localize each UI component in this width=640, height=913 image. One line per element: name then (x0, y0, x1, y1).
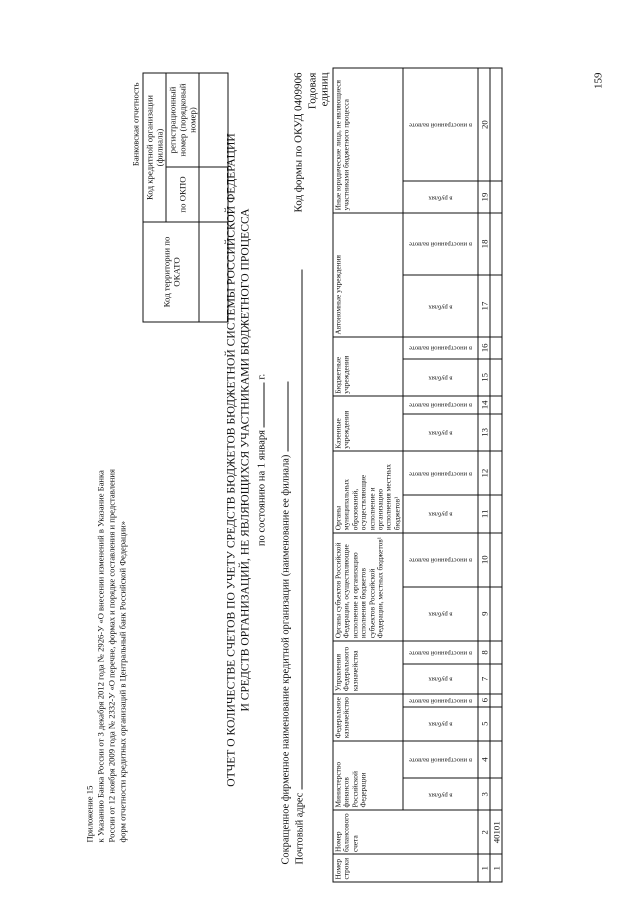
header-other-entities: Иные юридические лица, не являющиеся участниками бюджетного процесса (333, 68, 403, 213)
table-cell (490, 533, 502, 587)
date-prefix: по состоянию на 1 января (256, 429, 268, 547)
territory-code-label: Код территории по ОКАТО (143, 222, 199, 322)
postal-address-blank (291, 270, 303, 790)
sub-rubles: в рублях (403, 181, 478, 213)
okpo-label: по ОКПО (166, 167, 199, 222)
header-state-institutions: Казенные учреждения (333, 396, 403, 451)
sub-rubles: в рублях (403, 664, 478, 694)
header-ministry: Министерство финансов Российской Федерации (333, 741, 403, 810)
sub-rubles: в рублях (403, 275, 478, 337)
header-subjects-bodies: Органы субъектов Российской Федерации, осуществляющие исполнение и организацию исполнения бюджетов субъектов Российской Федерации, местных бюджетов¹ (333, 533, 403, 641)
appendix-line: форм отчетности кредитных организаций в Центральный банк Российской Федерации» (117, 520, 128, 843)
table-cell (490, 181, 502, 213)
table-cell (490, 414, 502, 452)
column-number: 20 (478, 68, 490, 181)
table-cell (490, 495, 502, 533)
sub-rubles: в рублях (403, 495, 478, 533)
header-budget-institutions: Бюджетные учреждения (333, 337, 403, 396)
table-cell (490, 396, 502, 413)
sub-foreign: в иностранной валюте (403, 641, 478, 664)
sub-rubles: в рублях (403, 359, 478, 397)
document-page (0, 8, 633, 913)
header-federal-treasury: Федеральное казначейство (333, 694, 403, 741)
sub-rubles: в рублях (403, 778, 478, 810)
table-cell (490, 213, 502, 275)
sub-foreign: в иностранной валюте (403, 337, 478, 358)
postal-address-label: Почтовый адрес (294, 792, 306, 865)
date-day-blank (253, 382, 265, 427)
reg-number-label: регистрационный номер (порядковый номер) (166, 73, 199, 167)
column-number: 19 (478, 181, 490, 213)
column-number: 9 (478, 587, 490, 641)
sub-foreign: в иностранной валюте (403, 213, 478, 275)
column-number: 5 (478, 707, 490, 741)
appendix-line: к Указанию Банка России от 3 декабря 2012 года № 2926-У «О внесении изменений в Указание Банка (95, 470, 106, 843)
appendix-note (85, 469, 129, 842)
header-treasury-offices: Управления Федерального казначейства (333, 641, 403, 694)
code-table (143, 73, 229, 323)
column-number: 4 (478, 741, 490, 779)
table-cell (490, 778, 502, 810)
sub-foreign: в иностранной валюте (403, 533, 478, 587)
column-number: 1 (478, 855, 490, 883)
postal-address-field (291, 270, 306, 865)
sub-foreign: в иностранной валюте (403, 694, 478, 707)
title-line-1: ОТЧЕТ О КОЛИЧЕСТВЕ СЧЕТОВ ПО УЧЕТУ СРЕДСТВ БЮДЖЕТОВ БЮДЖЕТНОЙ СИСТЕМЫ РОССИЙСКОЙ ФЕДЕРАЦИИ (224, 133, 238, 787)
column-number: 8 (478, 641, 490, 664)
table-cell (490, 741, 502, 779)
date-suffix: г. (256, 373, 268, 380)
sub-rubles: в рублях (403, 414, 478, 452)
table-cell (490, 664, 502, 694)
sub-foreign: в иностранной валюте (403, 741, 478, 779)
column-number: 12 (478, 451, 490, 495)
table-cell (490, 694, 502, 707)
column-number: 13 (478, 414, 490, 452)
column-number: 11 (478, 495, 490, 533)
table-cell (490, 275, 502, 337)
header-account-number: Номер балансового счета (333, 810, 478, 854)
column-number: 15 (478, 359, 490, 397)
column-number: 18 (478, 213, 490, 275)
units: единиц (318, 72, 331, 107)
column-number: 3 (478, 778, 490, 810)
column-number: 6 (478, 694, 490, 707)
org-code-label: Код кредитной организации (филиала) (143, 73, 166, 222)
column-number: 7 (478, 664, 490, 694)
sub-rubles: в рублях (403, 587, 478, 641)
header-row-number: Номер строки (333, 855, 478, 883)
column-number: 17 (478, 275, 490, 337)
column-number: 14 (478, 396, 490, 413)
table-cell (490, 337, 502, 358)
sub-rubles: в рублях (403, 707, 478, 741)
row-number: 1 (490, 855, 502, 883)
sub-foreign: в иностранной валюте (403, 396, 478, 413)
form-code: Код формы по ОКУД 0409906 (292, 72, 305, 213)
org-name-blank (277, 382, 289, 452)
account-number: 40101 (490, 810, 502, 854)
table-cell (490, 641, 502, 664)
report-type: Банковская отчетность (130, 82, 141, 167)
header-autonomous-institutions: Автономные учреждения (333, 213, 403, 337)
org-name-field (277, 382, 292, 865)
table-cell (490, 68, 502, 181)
column-number: 10 (478, 533, 490, 587)
sub-foreign: в иностранной валюте (403, 68, 478, 181)
appendix-line: Приложение 15 (84, 785, 95, 843)
sub-foreign: в иностранной валюте (403, 451, 478, 495)
report-title (225, 8, 270, 913)
table-row (490, 68, 502, 882)
appendix-line: России от 12 ноября 2009 года № 2332-У «О перечне, формах и порядке составления и представления (106, 469, 117, 843)
report-table (333, 68, 503, 883)
table-cell (490, 359, 502, 397)
periodicity: Годовая (306, 72, 319, 110)
org-name-label: Сокращенное фирменное наименование кредитной организации (наименование ее филиала) (280, 454, 292, 865)
page-number: 159 (592, 72, 605, 89)
column-number: 2 (478, 810, 490, 854)
title-line-2: И СРЕДСТВ ОРГАНИЗАЦИЙ, НЕ ЯВЛЯЮЩИХСЯ УЧАСТНИКАМИ БЮДЖЕТНОГО ПРОЦЕССА (238, 208, 252, 712)
column-number: 16 (478, 337, 490, 358)
table-cell (490, 707, 502, 741)
table-cell (490, 587, 502, 641)
table-cell (490, 451, 502, 495)
header-municipal-bodies: Органы муниципальных образований, осуществляющие исполнение и организацию исполнения местных бюджетов¹ (333, 451, 403, 533)
